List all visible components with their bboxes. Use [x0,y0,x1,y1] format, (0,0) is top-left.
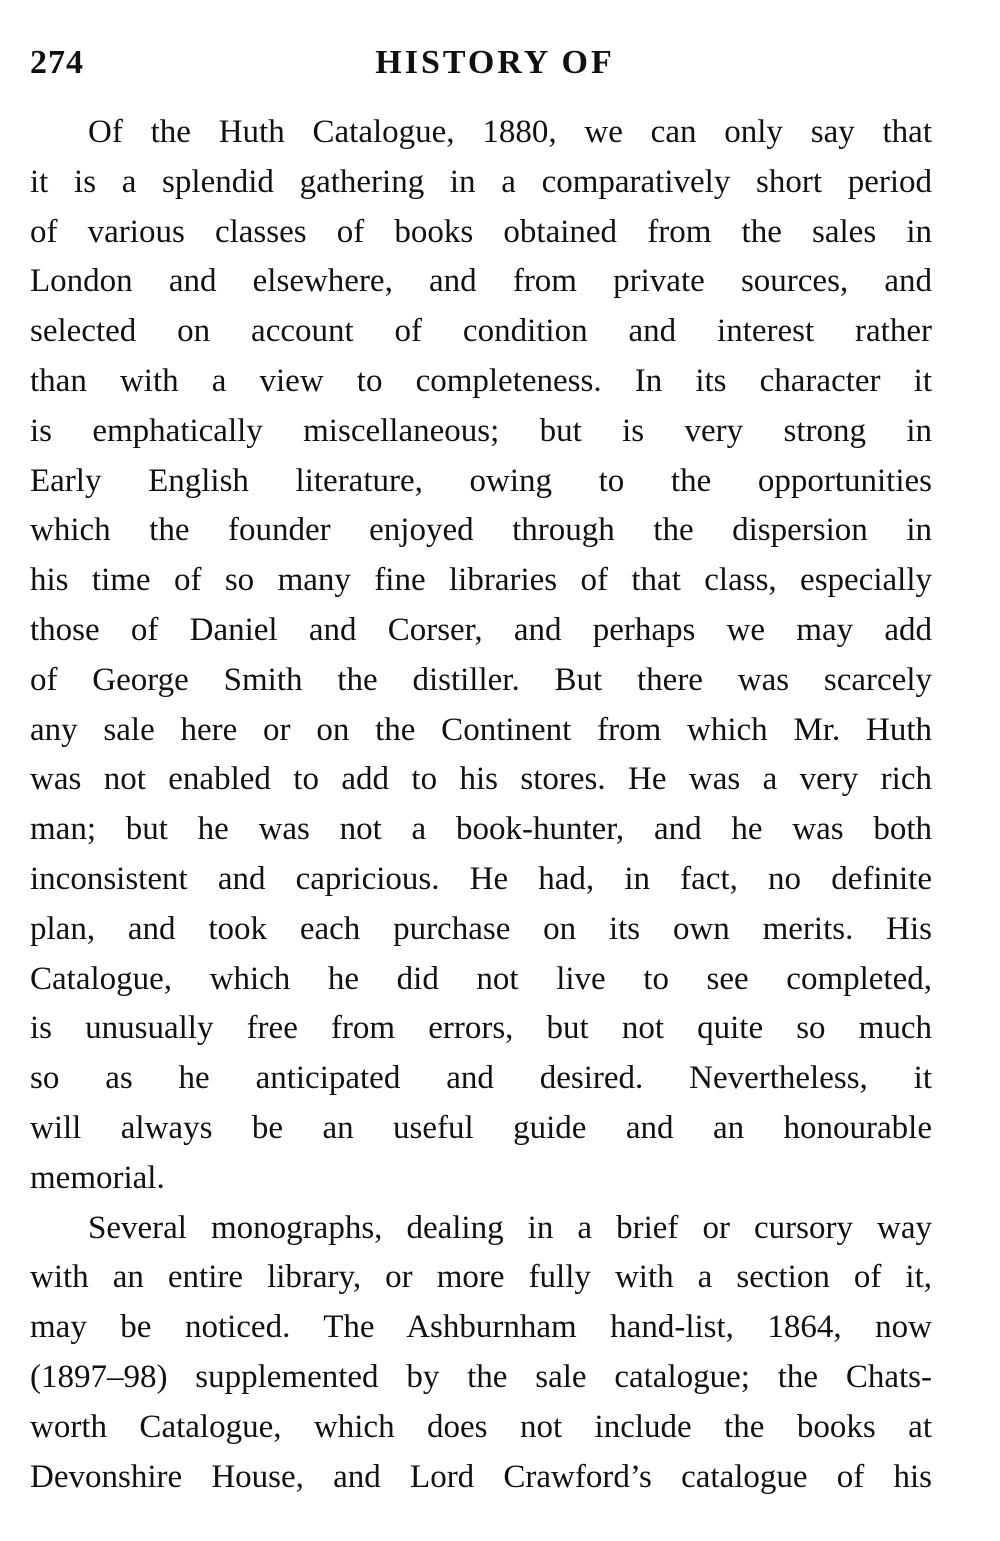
text-line: inconsistent and capricious. He had, in fact, no definite [30,860,932,897]
text-line: Devonshire House, and Lord Crawford’s catalogue of his [30,1458,932,1495]
text-line: may be noticed. The Ashburnham hand-list, 1864, now [30,1309,932,1346]
text-line: worth Catalogue, which does not include the books at [30,1408,932,1445]
text-line: Of the Huth Catalogue, 1880, we can only say that [88,114,932,150]
text-line: is unusually free from errors, but not quite so much [30,1010,932,1047]
text-line: Several monographs, dealing in a brief or cursory way [88,1209,932,1246]
text-line: Early English literature, owing to the opportunities [30,462,932,499]
text-line: memorial. [30,1159,165,1196]
body-text [30,108,932,1502]
text-line: London and elsewhere, and from private sources, and [30,263,932,300]
text-line: of various classes of books obtained from the sales in [30,213,932,250]
text-line: with an entire library, or more fully with a section of it, [30,1259,932,1296]
running-title: HISTORY OF [375,44,615,81]
text-line: is emphatically miscellaneous; but is very strong in [30,412,932,449]
text-line: of George Smith the distiller. But there was scarcely [30,661,932,698]
text-line: than with a view to completeness. In its character it [30,362,932,399]
text-line: it is a splendid gathering in a comparatively short period [30,163,932,200]
text-line: Catalogue, which he did not live to see completed, [30,960,932,997]
text-line: his time of so many fine libraries of that class, especially [30,562,932,599]
page-number: 274 [30,44,84,81]
text-line: man; but he was not a book-hunter, and he was both [30,811,932,848]
text-line: selected on account of condition and interest rather [30,313,932,350]
text-line: which the founder enjoyed through the dispersion in [30,512,932,549]
text-line: those of Daniel and Corser, and perhaps we may add [30,611,932,648]
running-head [30,38,960,88]
text-line: any sale here or on the Continent from which Mr. Huth [30,711,932,748]
text-line: (1897–98) supplemented by the sale catalogue; the Chats- [30,1358,932,1395]
text-line: will always be an useful guide and an honourable [30,1109,932,1146]
paragraph-monographs [30,1204,932,1503]
text-line: was not enabled to add to his stores. He was a very rich [30,761,932,798]
text-line: so as he anticipated and desired. Nevertheless, it [30,1060,932,1097]
text-line: plan, and took each purchase on its own merits. His [30,910,932,947]
paragraph-huth-catalogue [30,108,932,1204]
